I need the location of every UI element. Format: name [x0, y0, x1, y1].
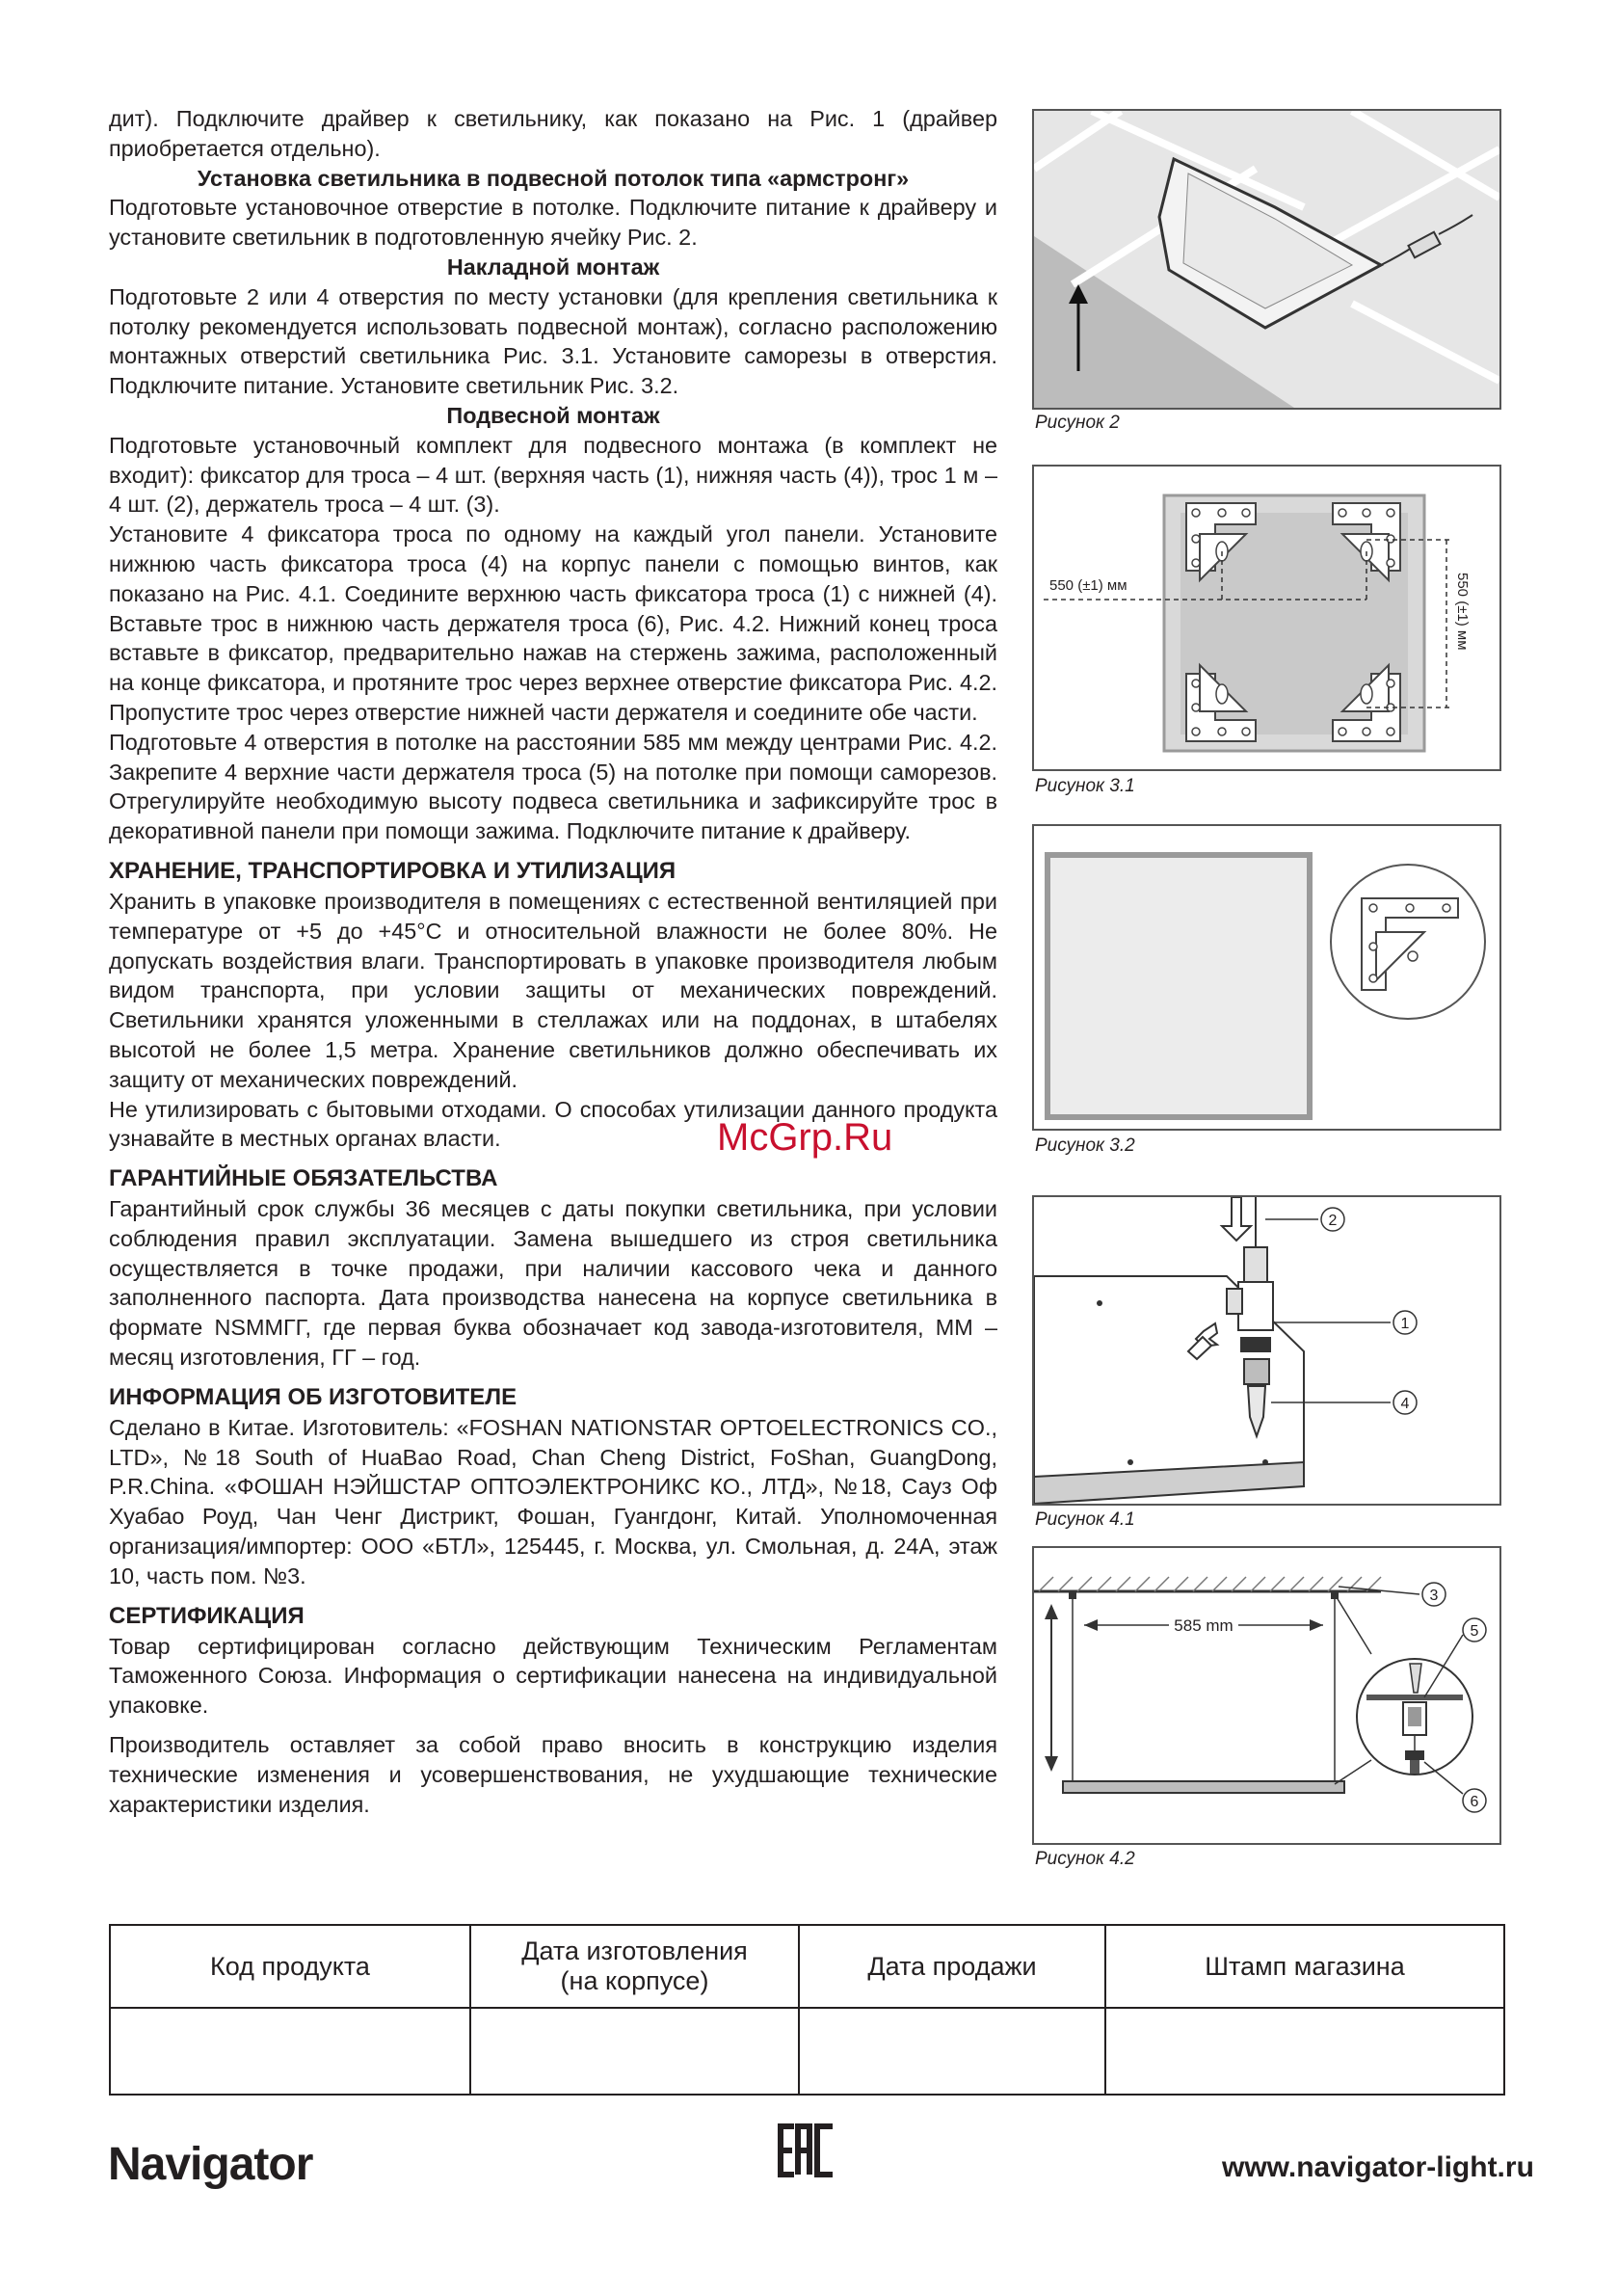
table-cell-product-code[interactable] — [110, 2008, 470, 2095]
watermark: McGrp.Ru — [717, 1116, 893, 1159]
warranty-stamp-table — [109, 1924, 1505, 2096]
figure-3-2-drawing — [1034, 826, 1499, 1129]
paragraph-disposal: Не утилизировать с бытовыми отходами. О способах утилизации данного продукта узнавайте в местных органах власти. — [109, 1096, 997, 1152]
figure-2-ceiling — [1032, 109, 1501, 410]
figure-3-1-caption: Рисунок 3.1 — [1035, 776, 1135, 796]
table-header-manufacture-date-line2: (на корпусе) — [560, 1966, 709, 1995]
table-header-manufacture-date-line1: Дата изготовления — [521, 1936, 748, 1965]
figure-4-2-dim-585: 585 mm — [1174, 1616, 1233, 1635]
paragraph-storage: Хранить в упаковке производителя в помещениях с естественной вентиляцией при температуре от +5 до +45°С и относительной влажности не более 80%. Не допускать воздействия влаги. Транспортировать в упаковке производителя любым видом транспорта, при условии защиты от механических повреждений. Светильники хранятся уложенными в стеллажах или на поддонах, в штабелях высотой не более 1,5 метра. Хранение светильников должно обеспечивать их защиту от механических повреждений. — [109, 888, 997, 1092]
paragraph-warranty: Гарантийный срок службы 36 месяцев с даты покупки светильника, при условии соблюдения правил эксплуатации. Замена вышедшего из строя светильника осуществляется в точке продажи, при наличии кассового чека и данного заполненного паспорта. Дата производства нанесена на корпусе светильника в формате NSMMГГ, где первая буква обозначает код завода-изготовителя, ММ – месяц изготовления, ГГ – год. — [109, 1196, 997, 1371]
figure-4-1-caption: Рисунок 4.1 — [1035, 1509, 1135, 1530]
table-cell-sale-date[interactable] — [799, 2008, 1105, 2095]
paragraph-surface-mount: Подготовьте 2 или 4 отверстия по месту установки (для крепления светильника к потолку рекомендуется использовать подвесной монтаж), согласно расположению монтажных отверстий светильника Рис. 3.1. Установите саморезы в отверстия. Подключите питание. Установите светильник Рис. 3.2. — [109, 283, 997, 399]
figure-4-2-label-5: 5 — [1470, 1623, 1479, 1640]
figure-2-caption: Рисунок 2 — [1035, 413, 1120, 433]
instruction-text-column — [109, 104, 997, 1819]
heading-storage: ХРАНЕНИЕ, ТРАНСПОРТИРОВКА И УТИЛИЗАЦИЯ — [109, 857, 676, 884]
figure-4-1-label-2: 2 — [1328, 1213, 1338, 1229]
figure-4-1-drawing — [1034, 1197, 1499, 1504]
paragraph-armstrong: Подготовьте установочное отверстие в потолке. Подключите питание к драйверу и установите светильник в подготовленную ячейку Рис. 2. — [109, 195, 997, 251]
figure-4-1-label-4: 4 — [1400, 1396, 1410, 1412]
figure-4-2-caption: Рисунок 4.2 — [1035, 1849, 1135, 1869]
figure-4-1-label-1: 1 — [1400, 1316, 1410, 1332]
heading-surface-mount: Накладной монтаж — [446, 254, 660, 280]
table-header-manufacture-date — [470, 1925, 799, 2008]
table-cell-manufacture-date[interactable] — [470, 2008, 799, 2095]
figure-4-1-cable-fixator — [1032, 1195, 1501, 1506]
paragraph-pendant-kit: Подготовьте установочный комплект для подвесного монтажа (в комплект не входит): фиксатор для троса – 4 шт. (верхняя часть (1), нижняя часть (4)), трос 1 м – 4 шт. (2), держатель троса – 4 шт. (3). — [109, 432, 997, 518]
navigator-logo: Navigator — [108, 2139, 313, 2190]
figure-2-drawing — [1034, 111, 1499, 408]
figure-3-1-dim-horizontal: 550 (±1) мм — [1049, 577, 1127, 594]
heading-armstrong: Установка светильника в подвесной потолок типа «армстронг» — [197, 165, 910, 191]
paragraph-certification: Товар сертифицирован согласно действующим Техническим Регламентам Таможенного Союза. Информация о сертификации нанесена на индивидуальной упаковке. — [109, 1633, 997, 1719]
table-cell-store-stamp[interactable] — [1105, 2008, 1504, 2095]
figure-4-2-pendant-installation — [1032, 1546, 1501, 1845]
paragraph-manufacturer-rights: Производитель оставляет за собой право вносить в конструкцию изделия технические изменения и усовершенствования, не ухудшающие технические характеристики изделия. — [109, 1732, 997, 1817]
heading-manufacturer: ИНФОРМАЦИЯ ОБ ИЗГОТОВИТЕЛЕ — [109, 1383, 517, 1410]
figure-3-1-dim-vertical: 550 (±1) мм — [1454, 573, 1471, 651]
heading-pendant-mount: Подвесной монтаж — [446, 402, 660, 428]
paragraph-pendant-fixators: Установите 4 фиксатора троса по одному на каждый угол панели. Установите нижнюю часть фиксатора троса (4) на корпус панели с помощью винтов, как показано на Рис. 4.1. Соедините верхнюю часть фиксатора троса (1) с нижней (4). Вставьте трос в нижнюю часть держателя троса (6), Рис. 4.2. Нижний конец троса вставьте в фиксатор, предварительно нажав на стержень зажима, расположенный на конце фиксатора, и протяните трос через верхнее отверстие фиксатора Рис. 4.2. Пропустите трос через отверстие нижней части держателя и соедините обе части. — [109, 521, 997, 725]
figure-3-1-mounting-holes — [1032, 465, 1501, 771]
paragraph-manufacturer: Сделано в Китае. Изготовитель: «FOSHAN NATIONSTAR OPTOELECTRONICS CO., LTD», №18 South of HuaBao Road, Chan Cheng District, FoShan, GuangDong, P.R.China. «ФОШАН НЭЙШСТАР ОПТОЭЛЕКТРОНИКС КО., ЛТД», №18, Сауз Оф Хуабао Роуд, Чан Ченг Дистрикт, Фошан, Гуангдонг, Китай. Уполномоченная организация/импортер: ООО «БТЛ», 125445, г. Москва, ул. Смольная, д. 24А, этаж 10, часть пом. №3. — [109, 1414, 997, 1589]
table-header-sale-date: Дата продажи — [799, 1925, 1105, 2008]
heading-certification: СЕРТИФИКАЦИЯ — [109, 1602, 305, 1629]
figure-3-1-drawing — [1034, 467, 1499, 769]
website-url[interactable]: www.navigator-light.ru — [1222, 2151, 1534, 2183]
figure-4-2-label-6: 6 — [1470, 1794, 1479, 1810]
heading-warranty: ГАРАНТИЙНЫЕ ОБЯЗАТЕЛЬСТВА — [109, 1165, 498, 1192]
table-header-store-stamp: Штамп магазина — [1105, 1925, 1504, 2008]
eac-mark-icon — [777, 2122, 836, 2178]
figure-4-2-label-3: 3 — [1429, 1588, 1439, 1604]
paragraph-pendant-ceiling: Подготовьте 4 отверстия в потолке на расстоянии 585 мм между центрами Рис. 4.2. Закрепите 4 верхние части держателя троса (5) на потолке при помощи саморезов. Отрегулируйте необходимую высоту подвеса светильника и зафиксируйте трос в декоративной панели при помощи зажима. Подключите питание к драйверу. — [109, 729, 997, 844]
figure-3-2-installed-panel — [1032, 824, 1501, 1131]
figure-4-2-drawing — [1034, 1548, 1499, 1843]
paragraph-driver: дит). Подключите драйвер к светильнику, как показано на Рис. 1 (драйвер приобретается отдельно). — [109, 106, 997, 161]
eac-mark — [777, 2122, 836, 2183]
figure-3-2-caption: Рисунок 3.2 — [1035, 1135, 1135, 1156]
table-header-product-code: Код продукта — [110, 1925, 470, 2008]
